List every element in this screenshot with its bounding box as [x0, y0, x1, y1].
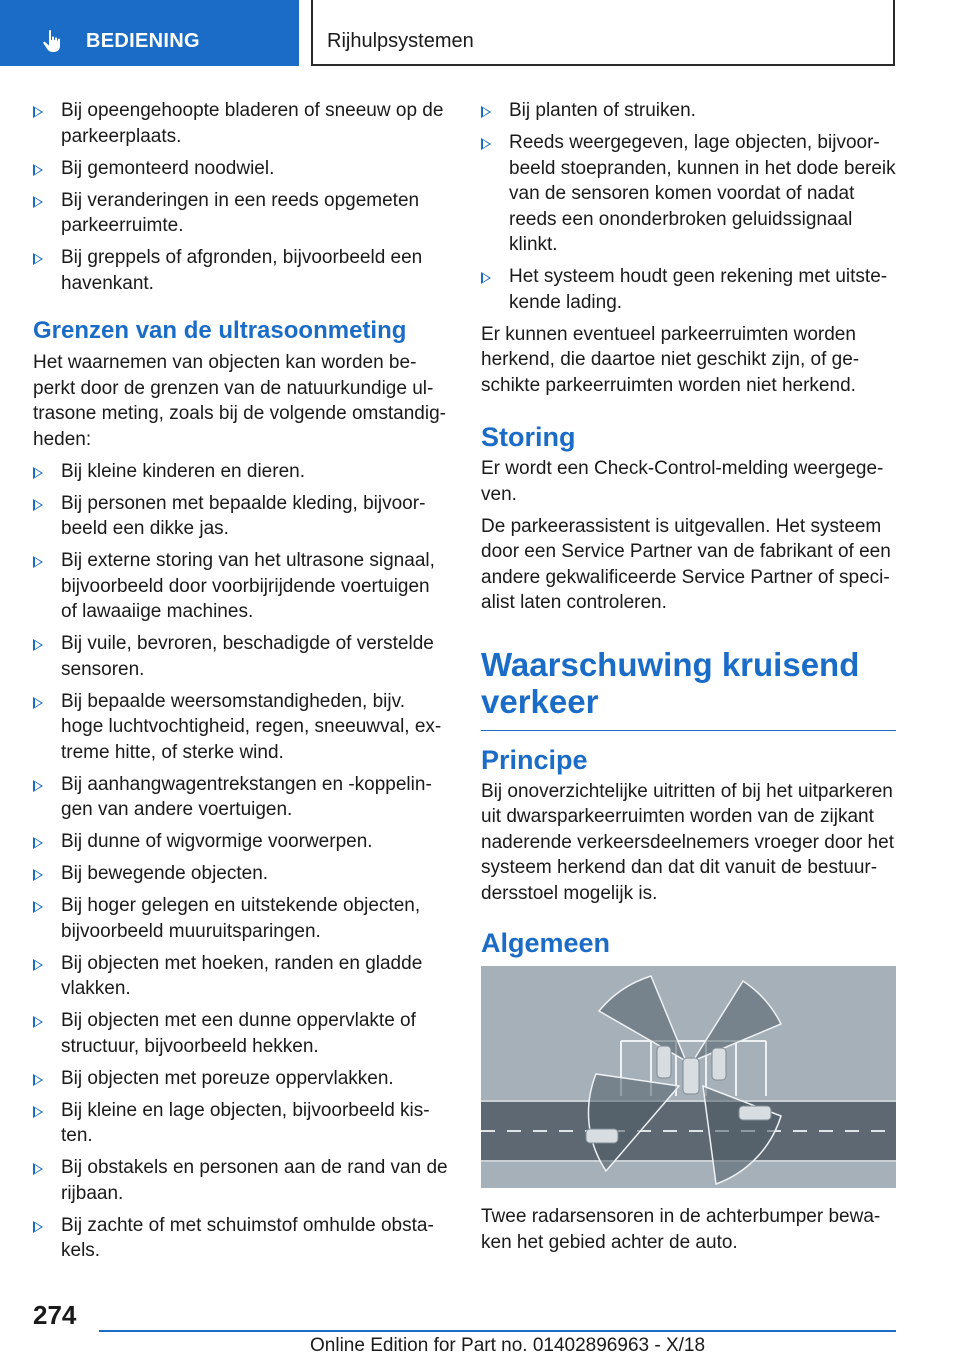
triangle-bullet-icon — [481, 272, 491, 284]
list-item: Bij personen met bepaalde kleding, bijvoorbeeld een dikke jas. — [33, 491, 448, 542]
page-number: 274 — [33, 1300, 77, 1330]
list-item: Bij bepaalde weersomstandigheden, bijv. hoge luchtvochtigheid, regen, sneeuwval, extreme hitte, of sterke wind. — [33, 689, 448, 766]
list-item: Bij greppels of afgronden, bijvoorbeeld een havenkant. — [33, 245, 448, 296]
list-item: Het systeem houdt geen rekening met uitstekende lading. — [481, 264, 896, 315]
list-item: Bij aanhangwagentrekstangen en -koppelingen van andere voertuigen. — [33, 772, 448, 823]
page-header — [0, 0, 960, 66]
intro-paragraph: Het waarnemen van objecten kan worden beperkt door de grenzen van de natuurkundige ultrasone meting, zoals bij de volgende omstandigheden: — [33, 352, 446, 450]
triangle-bullet-icon — [33, 1221, 43, 1233]
list-item: Bij vuile, bevroren, beschadigde of verstelde sensoren. — [33, 631, 448, 682]
triangle-bullet-icon — [33, 1016, 43, 1028]
bullet-list-top-left — [33, 98, 448, 296]
triangle-bullet-icon — [33, 1106, 43, 1118]
left-column — [33, 98, 448, 1270]
storing-paragraph-1: Er wordt een Check-Control-melding weergegeven. — [481, 458, 884, 505]
triangle-bullet-icon — [481, 138, 491, 150]
triangle-bullet-icon — [33, 1074, 43, 1086]
heading-algemeen: Algemeen — [481, 928, 611, 958]
footer-divider — [99, 1330, 896, 1332]
list-item: Bij externe storing van het ultrasone signaal, bijvoorbeeld door voorbijrijdende voertuigen of lawaaiige machines. — [33, 548, 448, 625]
list-item: Reeds weergegeven, lage objecten, bijvoorbeeld stoepranden, kunnen in het dode bereik van de sensoren komen voordat of nadat reeds een ononderbroken geluidssignaal klinkt. — [481, 130, 896, 258]
triangle-bullet-icon — [481, 106, 491, 118]
heading-principe: Principe — [481, 744, 588, 775]
triangle-bullet-icon — [33, 106, 43, 118]
parking-space-paragraph: Er kunnen eventueel parkeerruimten worden herkend, die daartoe niet geschikt zijn, of geschikte parkeerruimten worden niet herkend. — [481, 323, 860, 396]
triangle-bullet-icon — [33, 959, 43, 971]
list-item: Bij bewegende objecten. — [33, 861, 448, 887]
list-item: Bij obstakels en personen aan de rand van de rijbaan. — [33, 1155, 448, 1206]
tab-label: BEDIENING — [86, 30, 200, 52]
list-item: Bij veranderingen in een reeds opgemeten parkeerruimte. — [33, 188, 448, 239]
triangle-bullet-icon — [33, 556, 43, 568]
section-title: Rijhulpsystemen — [327, 30, 474, 52]
triangle-bullet-icon — [33, 901, 43, 913]
triangle-bullet-icon — [33, 697, 43, 709]
triangle-bullet-icon — [33, 639, 43, 651]
right-column — [481, 98, 896, 1262]
figure-caption: Twee radarsensoren in de achterbumper bewaken het gebied achter de auto. — [481, 1206, 881, 1253]
list-item: Bij hoger gelegen en uitstekende objecten, bijvoorbeeld muuruitsparingen. — [33, 893, 448, 944]
list-item: Bij objecten met een dunne oppervlakte of structuur, bijvoorbeeld hekken. — [33, 1008, 448, 1059]
radar-coverage-illustration — [481, 966, 896, 1188]
list-item: Bij objecten met poreuze oppervlakken. — [33, 1066, 448, 1092]
triangle-bullet-icon — [33, 780, 43, 792]
heading-cross-traffic-warning: Waarschuwing kruisend verkeer — [481, 646, 896, 731]
list-item: Bij kleine kinderen en dieren. — [33, 459, 448, 485]
tab-bediening[interactable] — [0, 0, 299, 66]
section-tab — [311, 0, 895, 66]
list-item: Bij gemonteerd noodwiel. — [33, 156, 448, 182]
hand-pointer-icon — [40, 28, 66, 54]
triangle-bullet-icon — [33, 467, 43, 479]
list-item: Bij opeengehoopte bladeren of sneeuw op de parkeerplaats. — [33, 98, 448, 149]
triangle-bullet-icon — [33, 1163, 43, 1175]
heading-storing: Storing — [481, 422, 576, 452]
triangle-bullet-icon — [33, 837, 43, 849]
principe-paragraph: Bij onoverzichtelijke uitritten of bij het uitparkeren uit dwarsparkeerruimten worden van de zijkant naderende verkeersdeelnemers vroeger door het systeem herkend dan dat dit vanuit de bestuurdersstoel mogelijk is. — [481, 780, 894, 904]
triangle-bullet-icon — [33, 253, 43, 265]
list-item: Bij kleine en lage objecten, bijvoorbeeld kisten. — [33, 1098, 448, 1149]
radar-diagram — [481, 966, 896, 1188]
storing-paragraph-2: De parkeerassistent is uitgevallen. Het systeem door een Service Partner van de fabrikant of een andere gekwalificeerde Service Partner of specialist laten controleren. — [481, 515, 891, 613]
triangle-bullet-icon — [33, 196, 43, 208]
bullet-list-limits — [33, 459, 448, 1264]
triangle-bullet-icon — [33, 869, 43, 881]
list-item: Bij zachte of met schuimstof omhulde obstakels. — [33, 1213, 448, 1264]
triangle-bullet-icon — [33, 499, 43, 511]
footer-edition: Online Edition for Part no. 01402896963 - X/18 — [310, 1335, 706, 1356]
list-item: Bij planten of struiken. — [481, 98, 896, 124]
triangle-bullet-icon — [33, 164, 43, 176]
list-item: Bij dunne of wigvormige voorwerpen. — [33, 829, 448, 855]
heading-ultrasound-limits: Grenzen van de ultrasoonmeting — [33, 317, 407, 344]
list-item: Bij objecten met hoeken, randen en gladde vlakken. — [33, 951, 448, 1002]
bullet-list-top-right — [481, 98, 896, 315]
